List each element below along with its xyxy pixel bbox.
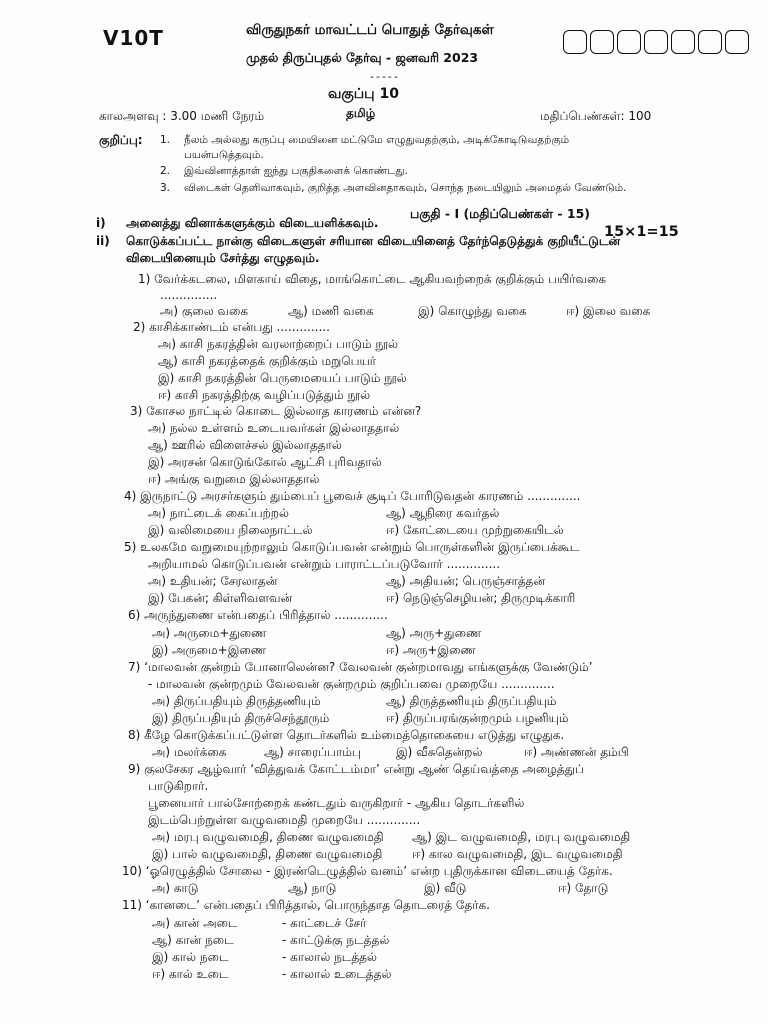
q11-option-d-meaning: - காலால் உடைத்தல்: [282, 967, 392, 981]
q1-option-d: ஈ) இலை வகை: [566, 304, 651, 318]
marks-formula: 15×1=15: [604, 224, 679, 240]
instruction-text: அனைத்து வினாக்களுக்கும் விடையளிக்கவும்.: [126, 216, 379, 230]
q8-option-a: அ) மலர்க்கை: [152, 745, 227, 759]
question-3: 3) கோசல நாட்டில் கொடை இல்லாத காரணம் என்ன?: [130, 404, 422, 418]
q9-option-b: ஆ) இட வழுவமைதி, மரபு வழுவமைதி: [412, 830, 631, 844]
q3-option-a: அ) நல்ல உள்ளம் உடையவர்கள் இல்லாததால்: [148, 421, 400, 435]
note-number: 2.: [160, 165, 171, 177]
question-5: 5) உலகமே வறுமையுற்றாலும் கொடுப்பவன் என்றும் பொருள்களின் இருப்பைக்கூட: [124, 540, 580, 554]
q6-option-d: ஈ) அரு+இணை: [386, 643, 476, 657]
q6-option-b: ஆ) அரு+துணை: [386, 626, 482, 640]
note-text: நீலம் அல்லது கருப்பு மையினை மட்டுமே எழுதுவதற்கும், அடிக்கோடிடுவதற்கும்: [184, 134, 570, 146]
q11-option-c-meaning: - காலால் நடத்தல்: [282, 950, 377, 964]
part-title: பகுதி - I (மதிப்பெண்கள் - 15): [410, 206, 590, 221]
q11-option-a-meaning: - காட்டைச் சேர்: [282, 916, 367, 930]
note-text-continued: பயன்படுத்தவும்.: [184, 149, 264, 161]
register-number-boxes: [563, 30, 752, 54]
q3-option-d: ஈ) அங்கு வறுமை இல்லாததால்: [148, 472, 320, 486]
question-6: 6) அருந்துணை என்பதைப் பிரித்தால் ..............: [128, 608, 388, 622]
q4-option-b: ஆ) ஆநிரை கவர்தல்: [386, 506, 500, 520]
q5-option-d: ஈ) நெடுஞ்செழியன்; திருமுடிக்காரி: [386, 591, 576, 605]
q9-option-a: அ) மரபு வழுவமைதி, திணை வழுவமைதி: [152, 830, 384, 844]
question-10: 10) ‘ஓரெழுத்தில் சோலை - இரண்டெழுத்தில் வனம்’ என்ற புதிருக்கான விடையைத் தேர்க.: [122, 864, 613, 878]
paper-code: V10T: [103, 26, 164, 50]
q2-option-d: ஈ) காசி நகரத்திற்கு வழிப்படுத்தும் நூல்: [158, 388, 371, 402]
q5-option-c: இ) பேகன்; கிள்ளிவளவன்: [148, 591, 293, 605]
q8-option-c: இ) வீசுதென்றல்: [396, 745, 483, 759]
note-text: இவ்வினாத்தாள் ஐந்து பகுதிகளைக் கொண்டது.: [184, 165, 408, 177]
question-5-continued: அறியாமல் கொடுப்பவன் என்றும் பாராட்டப்படுவோர் ..............: [148, 557, 501, 571]
q1-option-a: அ) குலை வகை: [160, 304, 249, 318]
total-marks: மதிப்பெண்கள்: 100: [540, 109, 652, 123]
register-box: [617, 30, 641, 54]
q8-option-d: ஈ) அண்ணன் தம்பி: [524, 745, 629, 759]
register-box: [590, 30, 614, 54]
question-4: 4) இருநாட்டு அரசர்களும் தும்பைப் பூவைச் சூடிப் போரிடுவதன் காரணம் ..............: [124, 489, 581, 503]
class-label: வகுப்பு 10: [328, 86, 399, 102]
time-duration: காலஅளவு : 3.00 மணி நேரம்: [99, 109, 265, 123]
q6-option-a: அ) அருமை+துணை: [152, 626, 267, 640]
q2-option-c: இ) காசி நகரத்தின் பெருமையைப் பாடும் நூல்: [158, 371, 407, 385]
subject-name: தமிழ்: [346, 106, 376, 120]
question-9-line-4: இடம்பெற்றுள்ள வழுவமைதி முறையே ..............: [148, 813, 421, 827]
q9-option-c: இ) பால் வழுவமைதி, திணை வழுவமைதி: [152, 847, 383, 861]
q1-option-c: இ) கொழுந்து வகை: [418, 304, 527, 318]
q3-option-b: ஆ) ஊரில் விளைச்சல் இல்லாததால்: [148, 438, 342, 452]
instruction-1: [96, 216, 378, 232]
instruction-2-continued: விடையினையும் சேர்த்து எழுதவும்.: [126, 251, 320, 265]
register-box: [671, 30, 695, 54]
register-box: [644, 30, 668, 54]
exam-board-title: விருதுநகர் மாவட்டப் பொதுத் தேர்வுகள்: [246, 22, 494, 38]
register-box: [563, 30, 587, 54]
note-item-2: [160, 164, 740, 179]
note-number: 3.: [160, 182, 171, 194]
q3-option-c: இ) அரசன் கொடுங்கோல் ஆட்சி புரிவதால்: [148, 455, 382, 469]
question-1-blank: ...............: [160, 288, 218, 302]
q7-option-b: ஆ) திருத்தணியும் திருப்பதியும்: [386, 694, 557, 708]
question-7: 7) ‘மாலவன் குன்றம் போனாலென்ன? வேலவன் குன்றமாவது எங்களுக்கு வேண்டும்’: [128, 660, 593, 674]
register-box: [725, 30, 749, 54]
q4-option-a: அ) நாட்டைக் கைப்பற்றல்: [148, 506, 289, 520]
question-9-continued: பாடுகிறார்.: [148, 779, 209, 793]
q10-option-a: அ) காடு: [152, 881, 199, 895]
exam-name: முதல் திருப்புதல் தேர்வு - ஜனவரி 2023: [246, 50, 479, 65]
question-8: 8) கீழே கொடுக்கப்பட்டுள்ள தொடர்களில் உம்மைத்தொகையை எடுத்து எழுதுக.: [128, 728, 565, 742]
note-text: விடைகள் தெளிவாகவும், குறித்த அளவினதாகவும், சொந்த நடையிலும் அமைதல் வேண்டும்.: [184, 182, 627, 194]
q11-option-b: ஆ) கான் நடை: [152, 933, 234, 947]
q8-option-b: ஆ) சாரைப்பாம்பு: [264, 745, 361, 759]
note-item-3: [160, 181, 740, 196]
q1-option-b: ஆ) மணி வகை: [288, 304, 374, 318]
instruction-text: கொடுக்கப்பட்ட நான்கு விடைகளுள் சரியான விடையினைத் தேர்ந்தெடுத்துக் குறியீட்டுடன்: [126, 234, 621, 248]
note-number: 1.: [160, 134, 171, 146]
note-item-1: [160, 133, 740, 163]
q6-option-c: இ) அருமை+இணை: [152, 643, 266, 657]
q10-option-c: இ) வீடு: [424, 881, 467, 895]
q11-option-d: ஈ) கால் உடை: [152, 967, 229, 981]
q11-option-c: இ) கால் நடை: [152, 950, 229, 964]
instruction-number: ii): [96, 234, 110, 248]
instruction-2: [96, 234, 620, 250]
question-1: 1) வேர்க்கடலை, மிளகாய் விதை, மாங்கொட்டை ஆகியவற்றைக் குறிக்கும் பயிர்வகை: [138, 272, 607, 286]
q7-option-a: அ) திருப்பதியும் திருத்தணியும்: [152, 694, 321, 708]
q2-option-a: அ) காசி நகரத்தின் வரலாற்றைப் பாடும் நூல்: [158, 337, 398, 351]
q5-option-b: ஆ) அதியன்; பெருஞ்சாத்தன்: [386, 574, 546, 588]
q11-option-b-meaning: - காட்டுக்கு நடத்தல்: [282, 933, 390, 947]
q2-option-b: ஆ) காசி நகரத்தைக் குறிக்கும் மறுபெயர்: [158, 354, 377, 368]
instruction-number: i): [96, 216, 106, 230]
question-11: 11) ‘கானடை’ என்பதைப் பிரித்தால், பொருந்தாத தொடரைத் தேர்க.: [122, 898, 490, 912]
q10-option-b: ஆ) நாடு: [288, 881, 337, 895]
question-2: 2) காசிக்காண்டம் என்பது ..............: [133, 320, 330, 334]
q5-option-a: அ) உதியன்; சேரலாதன்: [148, 574, 278, 588]
q10-option-d: ஈ) தோடு: [558, 881, 609, 895]
q4-option-c: இ) வலிமையை நிலைநாட்டல்: [148, 523, 313, 537]
q7-option-c: இ) திருப்பதியும் திருச்செந்தூரும்: [152, 711, 330, 725]
q11-option-a: அ) கான் அடை: [152, 916, 238, 930]
register-box: [698, 30, 722, 54]
notes-label: குறிப்பு:: [99, 133, 143, 147]
q7-option-d: ஈ) திருப்பரங்குன்றமும் பழனியும்: [386, 711, 569, 725]
separator-dashes: -----: [370, 70, 400, 83]
q4-option-d: ஈ) கோட்டையை முற்றுகையிடல்: [386, 523, 564, 537]
q9-option-d: ஈ) கால வழுவமைதி, இட வழுவமைதி: [412, 847, 623, 861]
question-9: 9) குலசேகர ஆழ்வார் ‘வித்துவக் கோட்டம்மா’ என்று ஆண் தெய்வத்தை அழைத்துப்: [128, 762, 584, 776]
question-7-continued: - மாலவன் குன்றமும் வேலவன் குன்றமும் குறிப்பவை முறையே ..............: [148, 677, 555, 691]
question-9-line-3: பூனையார் பால்சோற்றைக் கண்டதும் வருகிறார் - ஆகிய தொடர்களில்: [148, 796, 525, 810]
